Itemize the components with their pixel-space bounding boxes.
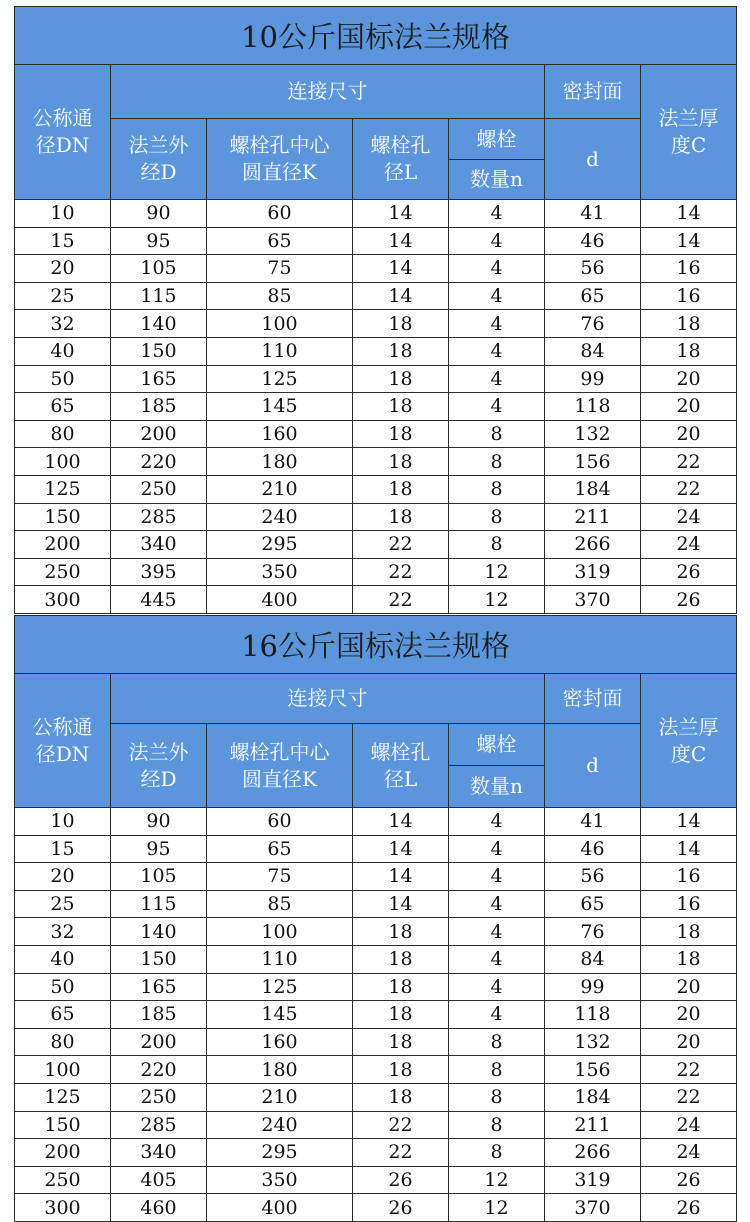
cell-seal-d: 118: [545, 1001, 641, 1029]
cell-bolt-count: 4: [449, 310, 545, 338]
cell-nominal-diameter: 50: [15, 973, 111, 1001]
table-row: [15, 475, 737, 503]
header-outer-diameter-line1: 法兰外: [128, 739, 189, 764]
cell-bolt-count: 8: [449, 1028, 545, 1056]
table-row: [15, 863, 737, 891]
cell-bolt-circle-diameter: 85: [207, 890, 353, 918]
header-flange-thickness-line1: 法兰厚: [658, 106, 719, 130]
cell-seal-d: 41: [545, 808, 641, 836]
cell-flange-thickness: 24: [641, 1111, 737, 1139]
header-bolt-circle-line2: 圆直径K: [242, 766, 317, 791]
cell-seal-d: 99: [545, 365, 641, 393]
cell-bolt-circle-diameter: 110: [207, 945, 353, 973]
table-title: 16公斤国标法兰规格: [15, 616, 737, 674]
cell-nominal-diameter: 32: [15, 918, 111, 946]
cell-bolt-circle-diameter: 180: [207, 448, 353, 476]
header-seal-face: 密封面: [545, 65, 641, 119]
header-flange-thickness-line1: 法兰厚: [658, 714, 719, 739]
cell-bolt-count: 8: [449, 1111, 545, 1139]
cell-bolt-circle-diameter: 145: [207, 1001, 353, 1029]
cell-bolt-count: 4: [449, 255, 545, 283]
cell-seal-d: 184: [545, 475, 641, 503]
table-row: [15, 255, 737, 283]
flange-spec-16kg-section: [14, 615, 736, 1222]
cell-outer-diameter: 220: [111, 448, 207, 476]
header-connection-size: 连接尺寸: [111, 674, 545, 724]
cell-bolt-hole-diameter: 22: [353, 1139, 449, 1167]
cell-bolt-hole-diameter: 22: [353, 558, 449, 586]
cell-outer-diameter: 250: [111, 475, 207, 503]
cell-flange-thickness: 24: [641, 503, 737, 531]
cell-seal-d: 184: [545, 1083, 641, 1111]
cell-nominal-diameter: 125: [15, 1083, 111, 1111]
cell-flange-thickness: 22: [641, 448, 737, 476]
cell-outer-diameter: 285: [111, 1111, 207, 1139]
cell-bolt-count: 8: [449, 448, 545, 476]
table-row: [15, 448, 737, 476]
cell-bolt-hole-diameter: 18: [353, 918, 449, 946]
cell-seal-d: 65: [545, 890, 641, 918]
cell-bolt-hole-diameter: 18: [353, 420, 449, 448]
cell-bolt-circle-diameter: 110: [207, 337, 353, 365]
cell-bolt-hole-diameter: 18: [353, 945, 449, 973]
cell-nominal-diameter: 200: [15, 1139, 111, 1167]
cell-bolt-circle-diameter: 65: [207, 835, 353, 863]
cell-seal-d: 266: [545, 531, 641, 559]
cell-nominal-diameter: 25: [15, 282, 111, 310]
cell-bolt-circle-diameter: 75: [207, 255, 353, 283]
cell-bolt-hole-diameter: 14: [353, 890, 449, 918]
cell-nominal-diameter: 80: [15, 420, 111, 448]
cell-outer-diameter: 150: [111, 945, 207, 973]
cell-seal-d: 65: [545, 282, 641, 310]
cell-outer-diameter: 95: [111, 835, 207, 863]
cell-nominal-diameter: 10: [15, 808, 111, 836]
header-seal-d: d: [545, 724, 641, 808]
table-row: [15, 1001, 737, 1029]
cell-bolt-circle-diameter: 60: [207, 200, 353, 228]
cell-seal-d: 156: [545, 448, 641, 476]
cell-flange-thickness: 14: [641, 835, 737, 863]
cell-bolt-count: 8: [449, 531, 545, 559]
table-row: [15, 918, 737, 946]
cell-bolt-hole-diameter: 18: [353, 365, 449, 393]
cell-nominal-diameter: 10: [15, 200, 111, 228]
cell-nominal-diameter: 15: [15, 835, 111, 863]
table-row: [15, 1028, 737, 1056]
cell-bolt-circle-diameter: 350: [207, 558, 353, 586]
header-bolt-circle-line2: 圆直径K: [242, 160, 317, 184]
cell-outer-diameter: 140: [111, 310, 207, 338]
header-bolt-hole-diameter: [353, 724, 449, 808]
cell-bolt-circle-diameter: 240: [207, 1111, 353, 1139]
cell-nominal-diameter: 200: [15, 531, 111, 559]
cell-flange-thickness: 14: [641, 227, 737, 255]
cell-seal-d: 46: [545, 835, 641, 863]
cell-nominal-diameter: 125: [15, 475, 111, 503]
header-bolt-hole-diameter: [353, 119, 449, 200]
table-row: [15, 1194, 737, 1222]
table-row: [15, 1056, 737, 1084]
table-body-16kg: [15, 808, 737, 1222]
table-row: [15, 808, 737, 836]
cell-nominal-diameter: 15: [15, 227, 111, 255]
cell-outer-diameter: 445: [111, 586, 207, 614]
header-seal-d: d: [545, 119, 641, 200]
cell-bolt-count: 12: [449, 558, 545, 586]
cell-outer-diameter: 95: [111, 227, 207, 255]
cell-bolt-count: 12: [449, 1166, 545, 1194]
table-row: [15, 1083, 737, 1111]
cell-nominal-diameter: 50: [15, 365, 111, 393]
cell-seal-d: 132: [545, 420, 641, 448]
cell-flange-thickness: 18: [641, 945, 737, 973]
cell-bolt-circle-diameter: 100: [207, 310, 353, 338]
table-row: [15, 393, 737, 421]
table-row: [15, 227, 737, 255]
header-outer-diameter-line2: 经D: [140, 766, 177, 791]
header-bolt-hole-line2: 径L: [383, 766, 418, 791]
cell-outer-diameter: 220: [111, 1056, 207, 1084]
cell-flange-thickness: 22: [641, 1083, 737, 1111]
table-row: [15, 1111, 737, 1139]
header-nominal-diameter: [15, 65, 111, 200]
cell-seal-d: 118: [545, 393, 641, 421]
cell-bolt-circle-diameter: 125: [207, 365, 353, 393]
cell-nominal-diameter: 40: [15, 337, 111, 365]
cell-bolt-count: 8: [449, 503, 545, 531]
cell-nominal-diameter: 150: [15, 503, 111, 531]
header-bolt-hole-line1: 螺栓孔: [370, 739, 431, 764]
cell-flange-thickness: 20: [641, 365, 737, 393]
cell-outer-diameter: 165: [111, 973, 207, 1001]
cell-bolt-count: 4: [449, 863, 545, 891]
cell-bolt-circle-diameter: 65: [207, 227, 353, 255]
header-outer-diameter-line2: 经D: [140, 160, 177, 184]
cell-bolt-count: 4: [449, 918, 545, 946]
flange-spec-10kg-section: [14, 6, 736, 614]
header-bolt-circle-line1: 螺栓孔中心: [229, 739, 330, 764]
cell-flange-thickness: 24: [641, 531, 737, 559]
cell-bolt-count: 8: [449, 1083, 545, 1111]
cell-bolt-circle-diameter: 85: [207, 282, 353, 310]
cell-seal-d: 319: [545, 1166, 641, 1194]
cell-bolt-circle-diameter: 295: [207, 531, 353, 559]
cell-bolt-circle-diameter: 145: [207, 393, 353, 421]
cell-seal-d: 84: [545, 945, 641, 973]
cell-flange-thickness: 20: [641, 420, 737, 448]
cell-bolt-count: 4: [449, 393, 545, 421]
header-outer-diameter: [111, 119, 207, 200]
cell-bolt-count: 12: [449, 586, 545, 614]
header-nominal-diameter: [15, 674, 111, 808]
table-row: [15, 1139, 737, 1167]
cell-bolt-circle-diameter: 210: [207, 1083, 353, 1111]
header-flange-thickness: [641, 674, 737, 808]
cell-bolt-circle-diameter: 180: [207, 1056, 353, 1084]
header-outer-diameter-line1: 法兰外: [128, 133, 189, 157]
cell-nominal-diameter: 250: [15, 1166, 111, 1194]
table-row: [15, 503, 737, 531]
cell-seal-d: 41: [545, 200, 641, 228]
cell-seal-d: 211: [545, 503, 641, 531]
cell-bolt-count: 4: [449, 200, 545, 228]
cell-flange-thickness: 22: [641, 475, 737, 503]
cell-nominal-diameter: 80: [15, 1028, 111, 1056]
cell-bolt-hole-diameter: 18: [353, 1001, 449, 1029]
cell-flange-thickness: 14: [641, 200, 737, 228]
table-row: [15, 1166, 737, 1194]
cell-flange-thickness: 22: [641, 1056, 737, 1084]
table-row: [15, 337, 737, 365]
cell-nominal-diameter: 20: [15, 255, 111, 283]
cell-seal-d: 84: [545, 337, 641, 365]
header-nominal-diameter-line1: 公称通: [32, 106, 93, 130]
cell-outer-diameter: 150: [111, 337, 207, 365]
header-bolt-hole-line1: 螺栓孔: [370, 133, 431, 157]
header-bolt-count: 数量n: [449, 160, 545, 200]
cell-bolt-circle-diameter: 160: [207, 1028, 353, 1056]
cell-nominal-diameter: 150: [15, 1111, 111, 1139]
flange-spec-table-10kg: [14, 6, 737, 614]
table-row: [15, 365, 737, 393]
cell-flange-thickness: 20: [641, 393, 737, 421]
cell-outer-diameter: 340: [111, 531, 207, 559]
cell-bolt-hole-diameter: 14: [353, 227, 449, 255]
table-row: [15, 200, 737, 228]
cell-flange-thickness: 14: [641, 808, 737, 836]
cell-bolt-count: 4: [449, 973, 545, 1001]
cell-flange-thickness: 20: [641, 973, 737, 1001]
table-row: [15, 835, 737, 863]
cell-bolt-circle-diameter: 125: [207, 973, 353, 1001]
cell-bolt-circle-diameter: 75: [207, 863, 353, 891]
header-outer-diameter: [111, 724, 207, 808]
cell-flange-thickness: 26: [641, 558, 737, 586]
header-flange-thickness: [641, 65, 737, 200]
cell-bolt-circle-diameter: 210: [207, 475, 353, 503]
cell-bolt-circle-diameter: 160: [207, 420, 353, 448]
cell-seal-d: 76: [545, 918, 641, 946]
header-connection-size: 连接尺寸: [111, 65, 545, 119]
cell-outer-diameter: 405: [111, 1166, 207, 1194]
cell-bolt-count: 4: [449, 227, 545, 255]
cell-flange-thickness: 24: [641, 1139, 737, 1167]
cell-bolt-count: 4: [449, 337, 545, 365]
cell-nominal-diameter: 32: [15, 310, 111, 338]
cell-bolt-count: 8: [449, 475, 545, 503]
cell-bolt-count: 4: [449, 1001, 545, 1029]
cell-seal-d: 370: [545, 586, 641, 614]
table-row: [15, 420, 737, 448]
cell-seal-d: 211: [545, 1111, 641, 1139]
cell-bolt-hole-diameter: 14: [353, 255, 449, 283]
table-row: [15, 558, 737, 586]
cell-flange-thickness: 16: [641, 282, 737, 310]
cell-nominal-diameter: 40: [15, 945, 111, 973]
cell-outer-diameter: 285: [111, 503, 207, 531]
header-bolt: 螺栓: [449, 724, 545, 766]
cell-bolt-circle-diameter: 240: [207, 503, 353, 531]
cell-bolt-hole-diameter: 18: [353, 1056, 449, 1084]
header-bolt-circle-diameter: [207, 119, 353, 200]
header-flange-thickness-line2: 度C: [670, 741, 707, 766]
cell-flange-thickness: 20: [641, 1001, 737, 1029]
table-row: [15, 890, 737, 918]
cell-outer-diameter: 395: [111, 558, 207, 586]
cell-bolt-hole-diameter: 22: [353, 1111, 449, 1139]
cell-bolt-count: 8: [449, 420, 545, 448]
cell-flange-thickness: 26: [641, 1166, 737, 1194]
cell-bolt-hole-diameter: 18: [353, 973, 449, 1001]
cell-bolt-circle-diameter: 100: [207, 918, 353, 946]
header-bolt-circle-diameter: [207, 724, 353, 808]
cell-flange-thickness: 20: [641, 1028, 737, 1056]
table-row: [15, 973, 737, 1001]
cell-seal-d: 266: [545, 1139, 641, 1167]
cell-bolt-hole-diameter: 22: [353, 586, 449, 614]
cell-bolt-hole-diameter: 14: [353, 808, 449, 836]
cell-bolt-hole-diameter: 18: [353, 1083, 449, 1111]
cell-bolt-circle-diameter: 400: [207, 586, 353, 614]
cell-outer-diameter: 200: [111, 420, 207, 448]
cell-bolt-count: 4: [449, 808, 545, 836]
table-body-10kg: [15, 200, 737, 614]
cell-seal-d: 56: [545, 255, 641, 283]
cell-outer-diameter: 90: [111, 808, 207, 836]
cell-nominal-diameter: 100: [15, 448, 111, 476]
cell-outer-diameter: 115: [111, 890, 207, 918]
header-bolt: 螺栓: [449, 119, 545, 160]
header-seal-face: 密封面: [545, 674, 641, 724]
cell-bolt-hole-diameter: 18: [353, 503, 449, 531]
cell-nominal-diameter: 65: [15, 1001, 111, 1029]
cell-bolt-hole-diameter: 18: [353, 448, 449, 476]
cell-bolt-circle-diameter: 60: [207, 808, 353, 836]
cell-bolt-hole-diameter: 18: [353, 310, 449, 338]
cell-bolt-count: 8: [449, 1139, 545, 1167]
cell-nominal-diameter: 300: [15, 586, 111, 614]
cell-bolt-count: 4: [449, 945, 545, 973]
header-bolt-circle-line1: 螺栓孔中心: [229, 133, 330, 157]
cell-bolt-hole-diameter: 14: [353, 863, 449, 891]
cell-outer-diameter: 185: [111, 393, 207, 421]
cell-flange-thickness: 18: [641, 337, 737, 365]
table-row: [15, 282, 737, 310]
flange-spec-table-16kg: [14, 615, 737, 1222]
header-bolt-hole-line2: 径L: [383, 160, 418, 184]
cell-bolt-circle-diameter: 400: [207, 1194, 353, 1222]
cell-bolt-count: 12: [449, 1194, 545, 1222]
cell-outer-diameter: 340: [111, 1139, 207, 1167]
cell-seal-d: 76: [545, 310, 641, 338]
cell-flange-thickness: 18: [641, 918, 737, 946]
cell-bolt-circle-diameter: 295: [207, 1139, 353, 1167]
cell-bolt-count: 4: [449, 365, 545, 393]
cell-outer-diameter: 250: [111, 1083, 207, 1111]
header-nominal-diameter-line1: 公称通: [32, 714, 93, 739]
header-bolt-count: 数量n: [449, 766, 545, 808]
cell-flange-thickness: 18: [641, 310, 737, 338]
cell-seal-d: 370: [545, 1194, 641, 1222]
cell-nominal-diameter: 25: [15, 890, 111, 918]
cell-bolt-hole-diameter: 14: [353, 835, 449, 863]
cell-bolt-hole-diameter: 14: [353, 200, 449, 228]
cell-bolt-hole-diameter: 26: [353, 1166, 449, 1194]
cell-bolt-hole-diameter: 18: [353, 393, 449, 421]
cell-outer-diameter: 105: [111, 863, 207, 891]
cell-bolt-count: 4: [449, 835, 545, 863]
cell-flange-thickness: 26: [641, 586, 737, 614]
cell-outer-diameter: 200: [111, 1028, 207, 1056]
cell-seal-d: 46: [545, 227, 641, 255]
cell-bolt-circle-diameter: 350: [207, 1166, 353, 1194]
header-flange-thickness-line2: 度C: [670, 133, 707, 157]
cell-nominal-diameter: 65: [15, 393, 111, 421]
header-nominal-diameter-line2: 径DN: [35, 741, 90, 766]
cell-nominal-diameter: 20: [15, 863, 111, 891]
cell-flange-thickness: 16: [641, 255, 737, 283]
cell-seal-d: 319: [545, 558, 641, 586]
cell-bolt-count: 8: [449, 1056, 545, 1084]
cell-flange-thickness: 16: [641, 863, 737, 891]
cell-bolt-hole-diameter: 18: [353, 1028, 449, 1056]
cell-seal-d: 56: [545, 863, 641, 891]
cell-outer-diameter: 140: [111, 918, 207, 946]
table-row: [15, 945, 737, 973]
cell-outer-diameter: 165: [111, 365, 207, 393]
cell-flange-thickness: 26: [641, 1194, 737, 1222]
cell-bolt-hole-diameter: 26: [353, 1194, 449, 1222]
cell-outer-diameter: 90: [111, 200, 207, 228]
cell-seal-d: 99: [545, 973, 641, 1001]
cell-bolt-count: 4: [449, 890, 545, 918]
cell-outer-diameter: 105: [111, 255, 207, 283]
cell-seal-d: 132: [545, 1028, 641, 1056]
table-row: [15, 310, 737, 338]
cell-nominal-diameter: 300: [15, 1194, 111, 1222]
table-row: [15, 531, 737, 559]
cell-flange-thickness: 16: [641, 890, 737, 918]
cell-nominal-diameter: 250: [15, 558, 111, 586]
cell-outer-diameter: 460: [111, 1194, 207, 1222]
cell-outer-diameter: 185: [111, 1001, 207, 1029]
cell-nominal-diameter: 100: [15, 1056, 111, 1084]
header-nominal-diameter-line2: 径DN: [35, 133, 90, 157]
cell-bolt-count: 4: [449, 282, 545, 310]
cell-bolt-hole-diameter: 18: [353, 475, 449, 503]
cell-seal-d: 156: [545, 1056, 641, 1084]
cell-bolt-hole-diameter: 18: [353, 337, 449, 365]
cell-bolt-hole-diameter: 22: [353, 531, 449, 559]
cell-outer-diameter: 115: [111, 282, 207, 310]
table-row: [15, 586, 737, 614]
cell-bolt-hole-diameter: 14: [353, 282, 449, 310]
table-title: 10公斤国标法兰规格: [15, 7, 737, 65]
